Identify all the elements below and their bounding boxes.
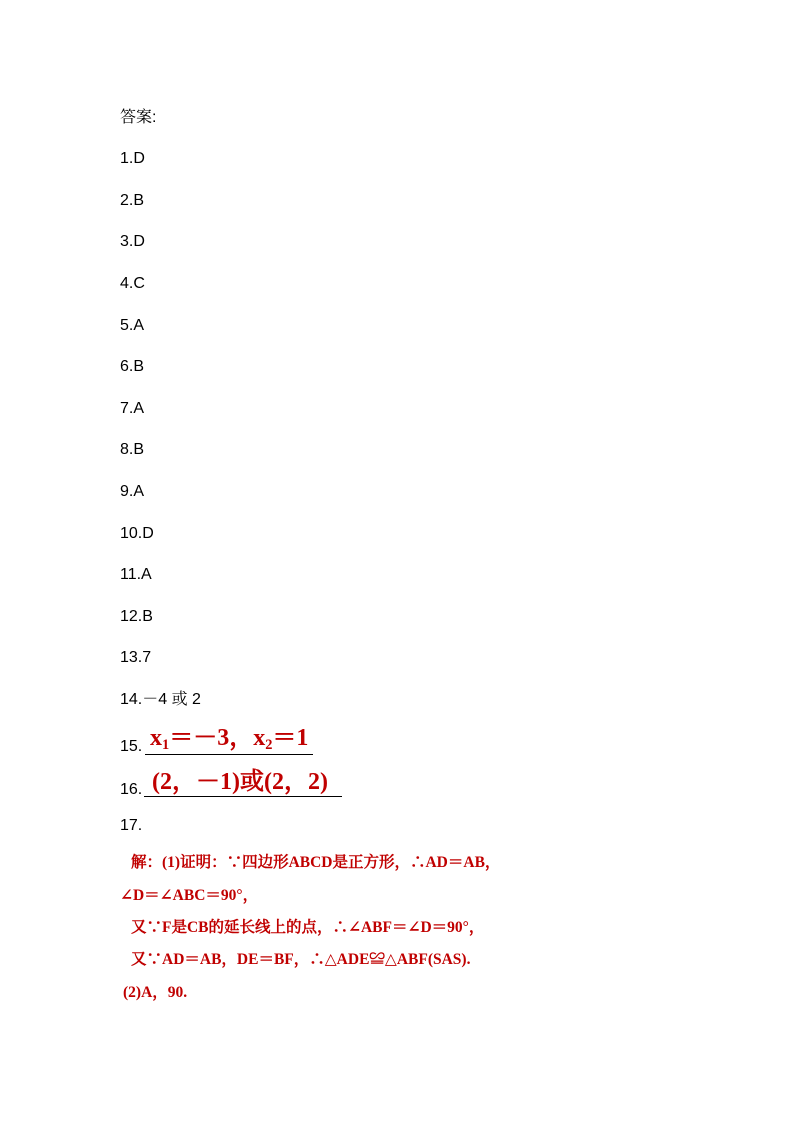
question-17-number: 17.	[120, 817, 143, 834]
answer-item: 11.A	[120, 566, 152, 583]
question-15-underline	[145, 754, 313, 755]
question-15	[120, 724, 320, 758]
question-15-number: 15.	[120, 738, 143, 755]
solution-line: 解：(1)证明：∵四边形ABCD是正方形，∴AD＝AB，	[131, 854, 501, 871]
question-16-number: 16.	[120, 781, 143, 798]
answer-item: 8.B	[120, 441, 145, 458]
answer-item: 14.－4 或 2	[120, 691, 201, 708]
solution-line: 又∵F是CB的延长线上的点，∴∠ABF＝∠D＝90°，	[131, 919, 485, 936]
answer-item: 9.A	[120, 483, 145, 500]
answer-item: 6.B	[120, 358, 145, 375]
question-16-underline	[144, 796, 342, 797]
answer-item: 3.D	[120, 233, 145, 250]
answer-item: 1.D	[120, 150, 145, 167]
answer-item: 5.A	[120, 317, 145, 334]
answer-item: 12.B	[120, 608, 153, 625]
solution-line: ∠D＝∠ABC＝90°，	[120, 887, 259, 904]
answer-item: 7.A	[120, 400, 145, 417]
question-16-answer: (2，－1)或(2，2)	[152, 769, 328, 795]
question-16	[120, 768, 350, 802]
answer-item: 4.C	[120, 275, 145, 292]
answer-item: 10.D	[120, 525, 154, 542]
page-heading: 答案:	[120, 109, 157, 126]
question-15-answer: $x_1=-3$，$x_2=1$	[150, 725, 309, 753]
answer-item: 2.B	[120, 192, 145, 209]
solution-line: (2)A，90.	[123, 984, 188, 1001]
solution-line: 又∵AD＝AB，DE＝BF，∴△ADE≌△ABF(SAS).	[131, 951, 471, 968]
answer-item: 13.7	[120, 649, 152, 666]
